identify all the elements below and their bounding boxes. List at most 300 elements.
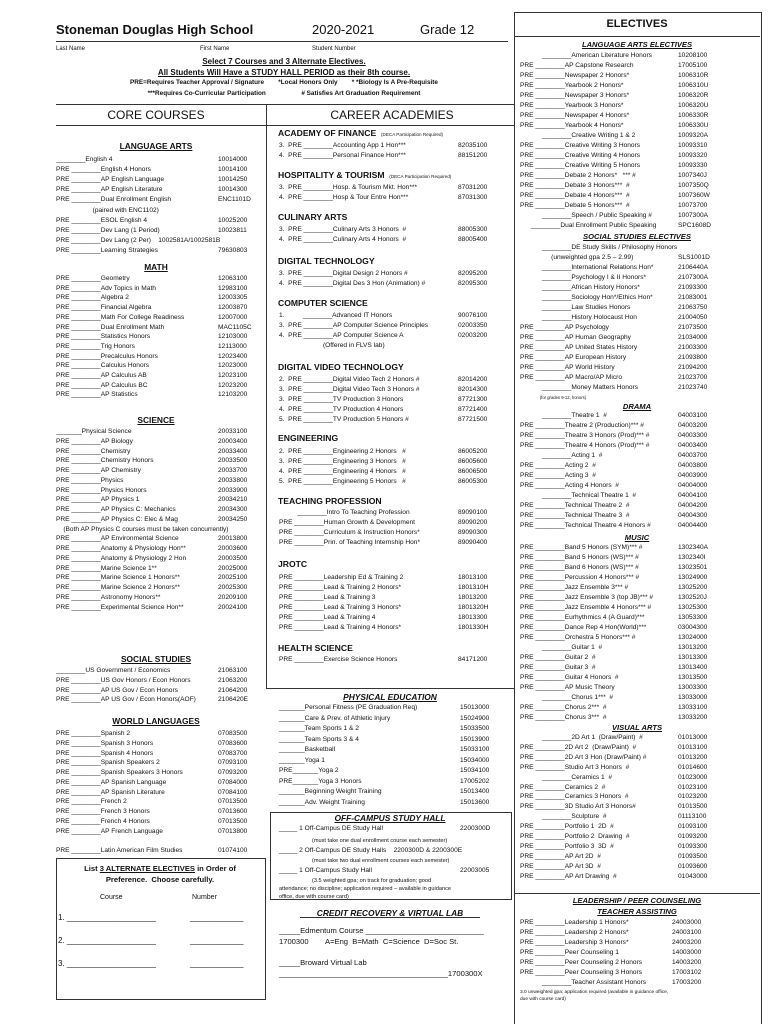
course-number: 87721400	[458, 406, 488, 413]
alternate-course-blank[interactable]: 2. ____________________	[58, 936, 156, 945]
off-campus-text: attendance; no discipline; application required – available in guidance	[279, 886, 451, 892]
course-number: 20034250	[218, 515, 248, 523]
course-number: 87031200	[458, 184, 488, 191]
course-number: 10023811	[218, 226, 247, 234]
course-number: 12003870	[218, 304, 248, 312]
course-number: 20033800	[218, 476, 248, 484]
course-number: 15013600	[460, 798, 490, 806]
course-name: ________Guitar 1 #	[520, 644, 603, 651]
course-name: PRE ________Theatre 2 (Production)*** #	[520, 422, 644, 429]
course-number: 1801320H	[458, 604, 489, 611]
course-name: PRE ________Financial Algebra	[56, 304, 152, 312]
leadership-note-2: due with course card)	[520, 997, 566, 1002]
course-name: PRE ________Leadership 2 Honors*	[520, 929, 629, 936]
course-number: 04004300	[678, 512, 708, 519]
course-number: 82014200	[458, 376, 488, 383]
course-number: 86005300	[458, 478, 488, 485]
course-name: ________Theatre 1 #	[520, 412, 607, 419]
course-number: 17003102	[672, 969, 702, 976]
course-number: 01074100	[218, 847, 248, 854]
course-name: PRE ________AP Macro/AP Micro	[520, 374, 623, 381]
course-number: 13013300	[678, 654, 708, 661]
first-name-label: First Name	[200, 46, 230, 52]
course-number: 86006500	[458, 468, 488, 475]
academy-title	[278, 433, 338, 443]
course-name: ________Law Studies Honors	[520, 304, 631, 311]
course-number: 2106440A	[678, 264, 709, 271]
course-name: PRE ________Newspaper 3 Honors*	[520, 92, 630, 99]
course-number: 15034000	[460, 756, 490, 764]
course-name: ________Teacher Assistant Honors	[520, 979, 647, 986]
alternate-instructions	[56, 864, 264, 884]
course-name: (for grades 9-12, honors)	[520, 395, 587, 400]
course-name: PRE ________AP Chemistry	[56, 467, 141, 474]
course-number: 13033200	[678, 714, 708, 721]
course-name: PRE ________Spanish 3 Honors	[56, 739, 154, 747]
course-name: PRE ________Theatre 3 Honors (Prod)*** #	[520, 432, 650, 439]
course-name: PRE ________Acting 3 #	[520, 472, 596, 479]
student-number-label: Student Number	[312, 46, 356, 52]
course-number: 89090400	[458, 539, 488, 546]
course-number: 1801330H	[458, 624, 489, 631]
electives-heading: ELECTIVES	[606, 18, 668, 30]
elective-group-title: VISUAL ARTS	[611, 723, 663, 732]
course-number: 21093300	[678, 284, 708, 291]
course-name: PRE ________French 2	[56, 798, 127, 806]
course-number: 1007300A	[678, 212, 709, 219]
course-number: 17005202	[460, 777, 490, 785]
course-number: 20033100	[218, 428, 248, 435]
course-number: 01113100	[678, 813, 707, 821]
course-number: 12007000	[218, 313, 248, 321]
course-name: PRE ________AP Physics C: Elec & Mag	[56, 515, 178, 523]
course-number: 07084100	[218, 788, 248, 796]
course-name: 4. PRE ________Personal Finance Hon***	[279, 152, 406, 159]
course-name: ________American Literature Honors	[520, 52, 652, 59]
broward-virtual-lab[interactable]: _____Broward Virtual Lab	[279, 958, 367, 967]
course-number: 21063200	[218, 676, 248, 684]
course-number: 1006310R	[678, 72, 709, 79]
course-number: 20209100	[218, 593, 248, 601]
course-column-label: Course	[100, 894, 123, 901]
course-name: PRE ________French 3 Honors	[56, 808, 150, 815]
course-name: PRE ________AP Art Drawing #	[520, 872, 617, 880]
course-number: 13024900	[678, 574, 708, 581]
academy-name: DIGITAL TECHNOLOGY	[278, 256, 375, 266]
academy-name: COMPUTER SCIENCE	[278, 298, 368, 308]
off-campus-heading: OFF-CAMPUS STUDY HALL	[334, 813, 446, 823]
off-campus-text: _____ 2 Off-Campus DE Study Halls 2200300D & 2200300E	[279, 847, 463, 854]
alternate-number-blank[interactable]: ____________	[190, 936, 244, 945]
course-name: PRE ________Anatomy & Physiology Hon**	[56, 545, 186, 552]
alt-text: in Order of	[194, 864, 236, 873]
course-number: 15013900	[460, 735, 490, 743]
course-number: 01093600	[678, 862, 708, 870]
course-name: PRE ________Peer Counseling 1	[520, 949, 619, 956]
course-name: PRE ________Portfolio 2 Drawing #	[520, 833, 630, 840]
course-number: 20033400	[218, 447, 248, 455]
course-name: ________English 4	[56, 156, 113, 163]
course-number: 2106420E	[218, 696, 249, 704]
course-number: 12023200	[218, 381, 248, 389]
course-name: PRE ________Dev Lang (2 Per) 1002581A/1002581B	[56, 236, 221, 244]
course-name: PRE ________Marine Science 2 Honors**	[56, 584, 180, 591]
alt-text: List	[84, 864, 100, 873]
course-name: _______Care & Prev. of Athletic Injury	[279, 714, 391, 722]
elective-group-title: LANGUAGE ARTS ELECTIVES	[581, 40, 693, 49]
course-name: PRE ________AP Statistics	[56, 391, 138, 399]
course-name: PRE ________Human Growth & Development	[279, 519, 415, 526]
course-name: PRE ________Lead & Training 3 Honors*	[279, 604, 402, 611]
course-name: ________Acting 1 #	[520, 452, 603, 459]
course-name: ________African History Honors*	[520, 284, 640, 291]
instructions	[56, 57, 512, 99]
course-number: 13013400	[678, 664, 708, 671]
off-campus-text: _____ 1 Off-Campus Study Hall	[279, 867, 372, 874]
course-name: PRE ________Orchestra 5 Honors*** #	[520, 634, 636, 641]
course-number: 18013300	[458, 614, 488, 621]
course-name: 2. PRE ________Digital Video Tech 2 Honors #	[279, 376, 420, 383]
course-name: PRE ________Chemistry Honors	[56, 457, 154, 465]
course-number: 1006330R	[678, 112, 709, 119]
course-number: 20034300	[218, 506, 248, 513]
course-name: _______Beginning Weight Training	[279, 788, 382, 795]
off-campus-number: 22003005	[460, 867, 490, 874]
course-number: 1006310U	[678, 82, 709, 89]
course-number: 01043000	[678, 872, 708, 880]
course-number: 10014100	[218, 166, 248, 174]
course-number: 1302340I	[678, 554, 706, 561]
course-name: PRE ________Spanish 2	[56, 730, 131, 737]
course-name: _______Personal Fitness (PE Graduation Req)	[279, 704, 418, 711]
course-number: 10014000	[218, 156, 248, 163]
course-number: 01014600	[678, 763, 708, 771]
off-campus-text: (must take two dual enrollment courses each semester)	[312, 858, 450, 864]
course-number: 21094200	[678, 364, 708, 371]
course-number: 20033700	[218, 467, 248, 474]
course-number: 15033500	[460, 725, 490, 732]
course-number: 12023100	[218, 372, 248, 379]
course-number: 04004100	[678, 492, 708, 499]
course-number: 82095300	[458, 280, 488, 287]
course-number: 21063750	[678, 304, 708, 311]
course-number: 89090200	[458, 519, 488, 526]
course-name: PRE ________Debate 3 Honors*** #	[520, 182, 630, 189]
course-name: PRE ________AP Art 2D #	[520, 852, 601, 860]
alternate-course-blank[interactable]: 3. ____________________	[58, 959, 156, 968]
course-number: 10014300	[218, 186, 248, 194]
course-name: PRE ________Astronomy Honors**	[56, 593, 161, 601]
course-number: 04003800	[678, 462, 708, 469]
course-name: PRE ________Percussion 4 Honors*** #	[520, 574, 640, 581]
academy-name: CULINARY ARTS	[278, 212, 348, 222]
course-number: SLS1001D	[678, 254, 710, 261]
alternate-number-blank[interactable]: ____________	[190, 959, 244, 968]
course-number: 15033100	[460, 746, 490, 753]
academy-name: TEACHING PROFESSION	[278, 496, 382, 506]
course-number: 1007350Q	[678, 182, 709, 189]
core-section-title: MATH	[144, 262, 168, 272]
alternate-number-blank[interactable]: ____________	[190, 913, 244, 922]
course-number: 13033100	[678, 704, 708, 711]
course-name: PRE ________2D Art 2 (Draw/Paint) #	[520, 743, 637, 751]
academy-title	[278, 170, 451, 180]
course-name: PRE ________ESOL English 4	[56, 216, 148, 224]
course-number: 02003200	[458, 332, 488, 339]
course-number: 01093100	[678, 823, 708, 831]
course-name: ________Chorus 1*** #	[520, 694, 614, 701]
course-name: PRE ________AP Calculus AB	[56, 372, 147, 379]
course-name: PRE ________AP Music Theory	[520, 684, 615, 691]
course-name: _______Team Sports 1 & 2	[279, 725, 359, 732]
course-number: 21073500	[678, 324, 708, 331]
off-campus-text: _____ 1 Off-Campus DE Study Hall	[279, 825, 383, 832]
course-name: 3. PRE ________Digital Design 2 Honors #	[279, 270, 408, 277]
course-number: 13025200	[678, 584, 708, 591]
course-name: PRE ________Marine Science 1**	[56, 564, 157, 572]
course-number: 17005100	[678, 62, 708, 69]
course-name: PRE ________US Gov Honors / Econ Honors	[56, 676, 191, 684]
course-name: PRE_______Yoga 2	[279, 767, 339, 774]
course-number: 21003300	[678, 344, 708, 351]
course-number: 07083500	[218, 730, 248, 737]
course-number: 07093200	[218, 769, 248, 776]
course-number: 21093800	[678, 354, 708, 361]
course-name: PRE ________Dev Lang (1 Period)	[56, 226, 160, 234]
edmentum-line[interactable]: _____Edmentum Course ____________________________	[279, 926, 484, 935]
course-name: 5. PRE ________TV Production 5 Honors #	[279, 416, 409, 423]
course-number: 21023700	[678, 374, 708, 381]
divider-core-heading	[56, 125, 514, 126]
course-name: ________Technical Theatre 1 #	[520, 492, 637, 499]
core-section-title: SCIENCE	[137, 415, 175, 425]
course-number: 20033500	[218, 457, 248, 465]
course-number: 04004200	[678, 502, 708, 509]
course-name: PRE_______Yoga 3 Honors	[279, 777, 362, 785]
course-number: 12103200	[218, 391, 248, 399]
leadership-heading: LEADERSHIP / PEER COUNSELING	[572, 896, 702, 905]
course-number: 20025300	[218, 584, 248, 591]
divider-core	[56, 104, 514, 105]
course-name: PRE ________Creative Writing 4 Honors	[520, 152, 641, 159]
course-number: 12023400	[218, 352, 248, 360]
course-name: PRE ________Algebra 2	[56, 294, 129, 302]
elective-group-title: MUSIC	[624, 533, 650, 542]
course-number: 1006320R	[678, 92, 709, 99]
academy-requirement-note: (DECA Participation Required)	[389, 174, 452, 179]
last-name-label: Last Name	[56, 46, 86, 52]
course-name: PRE ________Band 5 Honors (WS)*** #	[520, 554, 639, 561]
course-number: 15013000	[460, 704, 490, 711]
course-number: 1801310H	[458, 584, 489, 591]
course-number: 13013200	[678, 644, 708, 651]
course-number: 07013500	[218, 798, 248, 806]
course-number: 82035100	[458, 142, 488, 149]
course-name: PRE ________AP Art 3D #	[520, 862, 601, 870]
legend-line-2: ***Requires Co-Curricular Participation # Satisfies Art Graduation Requirement	[147, 89, 421, 97]
course-number: MAC1105C	[218, 323, 252, 331]
course-name: 4. PRE ________Digital Des 3 Hon (Animation) #	[279, 280, 426, 287]
course-name: PRE ________Math For College Readiness	[56, 313, 185, 321]
course-number: 01023200	[678, 793, 708, 801]
course-name: _______Team Sports 3 & 4	[279, 735, 359, 743]
course-name: PRE ________Jazz Ensemble 3 (top JB)*** #	[520, 594, 654, 601]
course-name: 3. PRE ________Hosp. & Tourism Mkt. Hon***	[279, 184, 418, 191]
course-name: ________Ceramics 1 #	[520, 773, 612, 781]
course-number: 10093320	[678, 152, 708, 159]
course-name: PRE ________Lead & Training 4 Honors*	[279, 624, 402, 631]
course-number: 13003300	[678, 684, 708, 691]
course-name: PRE ________Learning Strategies	[56, 246, 158, 254]
academy-name: DIGITAL VIDEO TECHNOLOGY	[278, 362, 404, 372]
elective-group-title: DRAMA	[622, 402, 652, 411]
course-name: PRE ________Yearbook 3 Honors*	[520, 102, 624, 109]
academy-title	[278, 643, 353, 653]
course-name: PRE ________Studio Art 3 Honors #	[520, 763, 630, 771]
course-number: 87721500	[458, 416, 488, 423]
course-name: 1. ________Advanced IT Honors	[279, 312, 393, 319]
course-name: 4. PRE ________AP Computer Science A	[279, 332, 404, 339]
course-number: 01023100	[678, 783, 708, 791]
course-number: 20003600	[218, 545, 248, 552]
course-name: PRE ________Guitar 4 Honors #	[520, 674, 619, 681]
course-number: 14003200	[672, 959, 702, 966]
broward-virtual-lab-code[interactable]: ________________________________________1700300X	[279, 969, 483, 978]
course-number: 17003200	[672, 979, 702, 986]
course-number: 24003100	[672, 929, 702, 936]
school-year: 2020-2021	[312, 22, 375, 37]
academy-title	[278, 496, 382, 506]
course-name: PRE ________AP English Literature	[56, 186, 163, 194]
course-name: PRE ________AP English Language	[56, 176, 165, 184]
name-signature-line[interactable]	[56, 41, 508, 42]
course-name: ________2D Art 1 (Draw/Paint) #	[520, 734, 643, 741]
course-number: 1009320A	[678, 132, 709, 139]
course-name: PRE ________Acting 4 Honors #	[520, 482, 619, 489]
course-name: (Both AP Physics C courses must be taken concurrently)	[56, 525, 229, 533]
course-number: 13013500	[678, 674, 708, 681]
course-number: 20024100	[218, 603, 248, 611]
core-section-title: WORLD LANGUAGES	[112, 716, 200, 726]
course-number: 20003500	[218, 554, 248, 562]
course-name: PRE ________Newspaper 4 Honors*	[520, 112, 630, 119]
course-number: 13024000	[678, 634, 708, 641]
course-name: PRE ________AP US Gov / Econ Honors(AOF)	[56, 696, 196, 704]
course-number: 04003700	[678, 452, 708, 459]
course-name: PRE ________Adv Topics in Math	[56, 284, 156, 292]
course-number: 21004050	[678, 314, 708, 321]
grade-level: Grade 12	[420, 22, 475, 37]
course-name: PRE ________AP Spanish Language	[56, 778, 167, 786]
course-number: 13053300	[678, 614, 708, 621]
course-number: 21034000	[678, 334, 708, 341]
course-name: PRE ________English 4 Honors	[56, 166, 151, 174]
course-number: 88151200	[458, 152, 488, 159]
course-number: 89090300	[458, 529, 488, 536]
course-number: 24003000	[672, 919, 702, 926]
course-number: 12063100	[218, 275, 248, 282]
off-campus-text: (must take one dual enrollment course each semester)	[312, 838, 448, 844]
divider-leadership	[514, 893, 760, 894]
course-number: 01013200	[678, 753, 708, 761]
academy-title	[278, 559, 307, 569]
career-academies-heading: CAREER ACADEMIES	[330, 108, 454, 122]
course-name: ________Money Matters Honors	[520, 384, 639, 391]
course-name: PRE ________Theatre 4 Honors (Prod)*** #	[520, 442, 650, 449]
course-name: PRE ________Leadership 1 Honors*	[520, 919, 629, 926]
teacher-assisting-heading: TEACHER ASSISTING	[597, 907, 677, 916]
course-name: PRE ________Chemistry	[56, 447, 131, 455]
course-number: 10073700	[678, 202, 708, 209]
divider-pe	[266, 688, 514, 689]
course-name: PRE ________AP Environmental Science	[56, 535, 179, 543]
course-name: PRE ________Dance Rep 4 Hon(World)***	[520, 624, 647, 631]
course-number: 04004000	[678, 482, 708, 489]
course-name: ________Psychology I & II Honors*	[520, 274, 647, 281]
course-name: 3. PRE ________Digital Video Tech 3 Honors #	[279, 386, 420, 393]
course-name: PRE ________Creative Writing 3 Honors	[520, 142, 641, 149]
course-number: 01093200	[678, 833, 708, 840]
course-name: PRE ________AP European History	[520, 354, 627, 361]
course-name: PRE ________Debate 4 Honors*** #	[520, 192, 630, 199]
course-number: 12113000	[218, 342, 247, 350]
course-number: 21063100	[218, 667, 248, 674]
course-number: 1302520J	[678, 594, 707, 601]
course-number: 1006330U	[678, 122, 709, 129]
course-name: PRE ________Technical Theatre 3 #	[520, 512, 630, 519]
course-name: PRE ________Jazz Ensemble 3*** #	[520, 584, 629, 591]
course-number: 07093100	[218, 759, 248, 767]
course-name: PRE ________Portfolio 1 2D #	[520, 823, 614, 831]
instruction-line-1: Select 7 Courses and 3 Alternate Electives.	[202, 57, 366, 66]
course-number: 87721300	[458, 396, 488, 403]
course-name: PRE ________Spanish 4 Honors	[56, 749, 154, 757]
course-name: PRE ________Debate 2 Honors* *** #	[520, 172, 636, 179]
course-name: PRE ________Ceramics 2 #	[520, 783, 606, 791]
course-number: 01093500	[678, 852, 708, 860]
edmentum-codes: 1700300 A=Eng B=Math C=Science D=Soc St.	[279, 937, 459, 946]
course-number: 89090100	[458, 509, 488, 516]
course-name: _______Yoga 1	[279, 756, 325, 764]
course-number: 04004400	[678, 522, 708, 529]
course-name: ________DE Study Skills / Philosophy Honors	[520, 244, 678, 251]
course-number: 03004300	[678, 624, 708, 631]
course-number: 14003000	[672, 949, 702, 956]
course-name: PRE ________Newspaper 2 Honors*	[520, 72, 630, 79]
course-name: PRE ________Yearbook 4 Honors*	[520, 122, 624, 129]
course-name: (unweighted gpa 2.5 – 2.99)	[520, 254, 634, 261]
academy-requirement-note: (DECA Participation Required)	[380, 132, 444, 137]
instruction-line-2: All Students Will Have a STUDY HALL PERIOD as their 8th course.	[157, 67, 411, 77]
course-name: PRE ________AP Psychology	[520, 324, 609, 331]
course-name: PRE ________Dual Enrollment Math	[56, 323, 165, 331]
course-name: 4. PRE ________Culinary Arts 4 Honors #	[279, 236, 407, 243]
academy-title	[278, 212, 347, 222]
course-name: PRE ________Curriculum & Instruction Honors*	[279, 529, 420, 536]
course-number: 90076100	[458, 312, 488, 319]
course-number: 02003350	[458, 322, 488, 329]
course-name: 3. PRE ________TV Production 3 Honors	[279, 396, 404, 403]
course-name: ________Sociology Hon*/Ethics Hon*	[520, 294, 653, 301]
course-number: 04003400	[678, 442, 708, 449]
course-name: PRE ________AP Biology	[56, 437, 133, 445]
course-number: 15024900	[460, 714, 490, 722]
course-number: 82095200	[458, 270, 488, 277]
academy-title	[278, 362, 404, 372]
alternate-course-blank[interactable]: 1. ____________________	[58, 913, 156, 922]
course-number: 21083001	[678, 294, 708, 301]
course-name: PRE ________Calculus Honors	[56, 362, 150, 370]
